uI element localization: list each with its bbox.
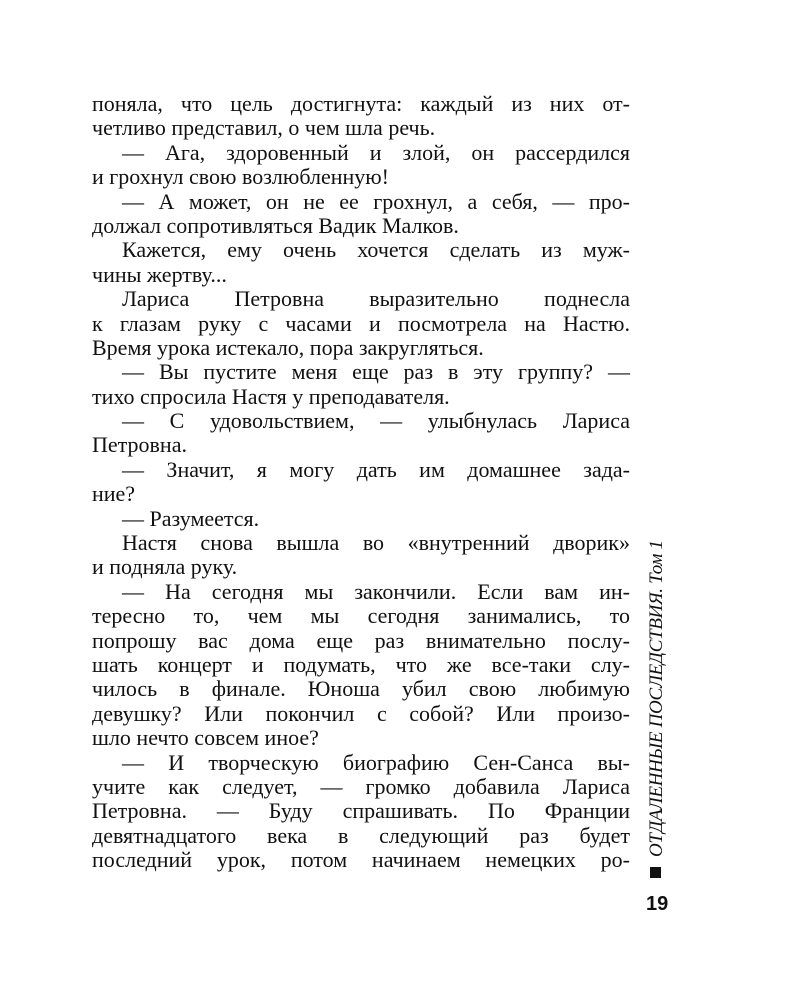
text-line: к глазам руку с часами и посмотрела на Настю. [92, 310, 630, 336]
text-line: поняла, что цель достигнута: каждый из них от- [92, 91, 630, 116]
text-line: девятнадцатого века в следующий раз будет [92, 822, 630, 848]
text-line: — Разумеется. [122, 505, 260, 531]
text-line: — Вы пустите меня еще раз в эту группу? — [122, 359, 630, 385]
text-line: последний урок, потом начинаем немецких ро- [92, 847, 630, 873]
page-number: 19 [646, 893, 669, 915]
text-line: и грохнул свою возлюбленную! [92, 164, 390, 190]
text-line: тихо спросила Настя у преподавателя. [92, 383, 450, 409]
text-line: Время урока истекало, пора закругляться. [92, 334, 484, 360]
text-line: попрошу вас дома еще раз внимательно послу- [92, 627, 630, 653]
text-line: чилось в финале. Юноша убил свою любимую [92, 676, 630, 702]
text-line: чины жертву... [92, 261, 227, 287]
book-title: ОТДАЛЕННЫЕ ПОСЛЕДСТВИЯ. [646, 588, 667, 857]
text-line: Петровна. [92, 432, 187, 458]
text-line: — На сегодня мы закончили. Если вам ин- [122, 578, 630, 604]
text-line: Петровна. — Буду спрашивать. По Франции [92, 798, 630, 824]
text-line: шло нечто совсем иное? [92, 725, 319, 751]
text-line: шать концерт и подумать, что же все-таки слу- [92, 651, 630, 677]
text-line: Настя снова вышла во «внутренний дворик» [122, 530, 630, 556]
text-line: ние? [92, 481, 136, 507]
text-line: тересно то, чем мы сегодня занимались, то [92, 603, 630, 629]
text-line: Лариса Петровна выразительно поднесла [122, 286, 630, 312]
text-line: должал сопротивляться Вадик Малков. [92, 212, 459, 238]
text-line: Кажется, ему очень хочется сделать из муж- [122, 237, 630, 263]
text-line: — И творческую биографию Сен-Санса вы- [122, 749, 630, 775]
text-line: — Значит, я могу дать им домашнее зада- [122, 456, 630, 482]
text-line: — А может, он не ее грохнул, а себя, — про- [122, 188, 630, 214]
text-line: четливо представил, о чем шла речь. [92, 115, 436, 141]
text-line: — Ага, здоровенный и злой, он рассердился [122, 139, 630, 165]
text-line: и подняла руку. [92, 554, 238, 580]
text-line: девушку? Или покончил с собой? Или произо- [92, 700, 630, 726]
body-text [92, 92, 630, 873]
text-line: учите как следует, — громко добавила Лариса [92, 773, 630, 799]
running-head [646, 540, 668, 878]
text-line: — С удовольствием, — улыбнулась Лариса [122, 408, 630, 434]
volume-label: Том 1 [646, 540, 667, 584]
square-bullet-icon [650, 867, 661, 878]
